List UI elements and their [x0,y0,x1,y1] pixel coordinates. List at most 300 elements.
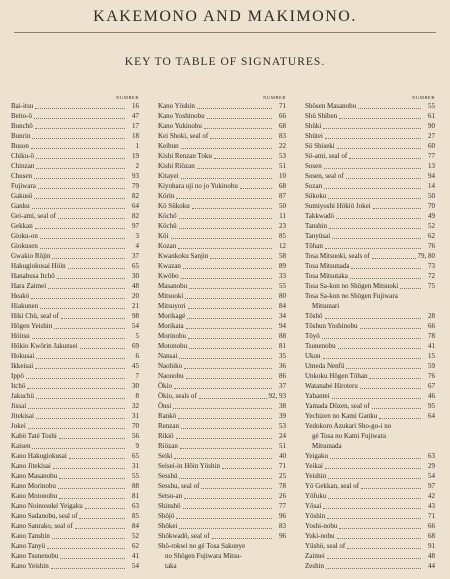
entry-name: Töshö [305,312,323,320]
entry-number: 38 [279,402,286,410]
leader-dots [336,218,421,219]
entry-name: Kano Motonobu [11,492,58,500]
entry-number: 32 [132,402,139,410]
leader-dots [350,278,421,279]
entry-number: 94 [279,322,286,330]
leader-dots [36,418,125,419]
entry-name: Naohiko [158,362,183,370]
index-entry [158,561,286,571]
entry-name: Umeda Nenfü [305,362,345,370]
leader-dots [36,398,125,399]
leader-dots [79,518,125,519]
entry-number: 77 [428,152,435,160]
entry-number: 76 [428,242,435,250]
entry-name: Kiyohara uji no jo Yukinobu [158,182,238,190]
entry-name: Shöjö [158,512,175,520]
entry-name: Yoshi-nobu [305,522,338,530]
index-entry [305,251,435,261]
index-entry [11,531,139,541]
entry-number: 25 [279,472,286,480]
entry-number: 82 [132,192,139,200]
index-entry [158,541,286,551]
leader-dots [346,368,421,369]
leader-dots [373,208,421,209]
entry-name: Yösai [305,502,322,510]
entry-name: Sumiyoshi Hökiö Jokei [305,202,371,210]
entry-number: 79, 80 [417,252,435,260]
index-entry [158,441,286,451]
signature-list [305,101,435,571]
entry-name: Sozan [305,182,323,190]
entry-number: 65 [132,452,139,460]
leader-dots [372,408,421,409]
entry-number: 68 [279,182,286,190]
entry-name: Yedokoro Azukari Sho-go-i no [305,422,392,430]
index-entry [158,211,286,221]
index-entry [11,511,139,521]
entry-number: 54 [132,562,139,570]
entry-name: Bai-itsu [11,102,34,110]
entry-name: Seiki [158,452,173,460]
entry-name: Kano Masanobu [11,472,58,480]
entry-name: Yö Gekkan, seal of [305,482,360,490]
index-entry [305,331,435,341]
entry-name: Kano Hakugiokusai [11,452,67,460]
leader-dots [186,328,272,329]
leader-dots [26,378,125,379]
entry-name: Keibun [158,142,179,150]
leader-dots [361,488,421,489]
number-column-header: NUMBER [116,95,139,100]
index-entry [305,391,435,401]
leader-dots [179,528,272,529]
entry-number: 14 [428,182,435,190]
entry-number: 79 [132,182,139,190]
entry-name: Köchü [158,222,177,230]
index-entry [158,281,286,291]
index-entry [11,361,139,371]
entry-number: 30 [132,382,139,390]
entry-number: 83 [279,132,286,140]
entry-name: Watanabé Hiroteru [305,382,358,390]
index-entry [11,461,139,471]
leader-dots [332,398,421,399]
index-entry [158,431,286,441]
leader-dots [178,418,272,419]
index-entry [158,171,286,181]
leader-dots [173,408,272,409]
index-entry [158,261,286,271]
entry-number: 61 [428,112,435,120]
leader-dots [47,548,125,549]
leader-dots [171,238,273,239]
leader-dots [183,268,272,269]
leader-dots [181,148,272,149]
entry-name: Masanobu [158,282,188,290]
index-entry [158,531,286,541]
leader-dots [52,258,125,259]
entry-number: 90 [428,122,435,130]
index-entry [11,311,139,321]
leader-dots [358,108,421,109]
leader-dots [75,528,125,529]
leader-dots [346,178,421,179]
entry-number: 70 [428,202,435,210]
signature-list [158,101,286,571]
index-entry [11,381,139,391]
leader-dots [179,478,272,479]
leader-dots [181,178,272,179]
leader-dots [179,358,272,359]
entry-number: 12 [279,242,286,250]
leader-dots [60,558,125,559]
leader-dots [325,138,421,139]
entry-name: Kwöbo [158,272,179,280]
leader-dots [328,498,421,499]
entry-name: Yamada Dözen, seal of [305,402,370,410]
leader-dots [184,498,272,499]
entry-number: 39 [279,412,286,420]
index-entry [11,341,139,351]
entry-number: 47 [132,112,139,120]
entry-name: Itchö [11,382,26,390]
entry-name: Shösen Masanobu [305,102,357,110]
entry-name: Kano Sanrako, seal of [11,522,73,530]
entry-name: Shinshö [158,502,181,510]
index-entry [305,231,435,241]
entry-number: 22 [279,142,286,150]
leader-dots [40,308,125,309]
entry-name: Töhan [305,242,323,250]
entry-name: Höitsu [11,332,30,340]
index-entry [158,141,286,151]
section-title: KEY TO TABLE OF SIGNATURES. [124,56,326,68]
entry-name: gé Tosa no Kami Fujiwara [312,432,387,440]
leader-dots [207,118,272,119]
entry-name: Yuki-nobu [305,532,335,540]
index-entry [305,511,435,521]
leader-dots [351,268,421,269]
entry-name: Kano Yeishin [11,562,49,570]
leader-dots [337,148,421,149]
number-column-header: NUMBER [412,95,435,100]
index-entry [158,191,286,201]
entry-number: 82 [132,212,139,220]
entry-number: 84 [132,522,139,530]
leader-dots [178,248,272,249]
entry-number: 56 [132,432,139,440]
entry-name: Shüki [305,122,322,130]
entry-number: 67 [428,382,435,390]
entry-number: 18 [132,132,139,140]
index-entry [305,191,435,201]
index-entry [158,291,286,301]
leader-dots [186,378,272,379]
entry-name: Jakuchü [11,392,34,400]
index-entry [11,451,139,461]
entry-name: Hakugiokusai Höin [11,262,66,270]
entry-name: Hiakunen [11,302,39,310]
leader-dots [176,438,272,439]
leader-dots [36,158,125,159]
index-entry [11,521,139,531]
entry-number: 78 [428,332,435,340]
index-entry [158,271,286,281]
entry-number: 59 [428,362,435,370]
entry-number: 93 [132,172,139,180]
leader-dots [185,298,272,299]
leader-dots [192,208,272,209]
leader-dots [212,538,272,539]
leader-dots [210,258,272,259]
entry-name: Rankö [158,412,177,420]
index-entry [305,181,435,191]
index-entry [305,151,435,161]
leader-dots [189,288,272,289]
leader-dots [34,178,125,179]
leader-dots [59,498,125,499]
index-entry [305,341,435,351]
entry-number: 13 [428,162,435,170]
index-entry [158,371,286,381]
entry-number: 60 [428,142,435,150]
index-entry [158,461,286,471]
entry-number: 10 [279,172,286,180]
leader-dots [27,388,125,389]
leader-dots [322,338,421,339]
entry-name: Zaimei [305,552,325,560]
entry-number: 77 [279,502,286,510]
leader-dots [323,358,421,359]
index-entry [305,141,435,151]
entry-number: 19 [132,152,139,160]
leader-dots [187,318,272,319]
leader-dots [189,348,272,349]
index-entry [158,551,286,561]
index-entry [305,421,435,431]
entry-name: Kö Sükoku [158,202,190,210]
entry-number: 72 [428,272,435,280]
index-entry [11,241,139,251]
entry-number: 97 [132,222,139,230]
leader-dots [35,108,125,109]
index-entry [11,561,139,571]
index-entry [305,361,435,371]
entry-name: Shö-rokwi no gé Tosa Sakonye [158,542,246,550]
index-entry [305,121,435,131]
entry-name: Kano Sadanobu, seal of [11,512,78,520]
entry-name: Shökei [158,522,178,530]
entry-name: Kwazan [158,262,181,270]
entry-number: 53 [279,422,286,430]
leader-dots [53,468,125,469]
entry-number: 98 [132,312,139,320]
leader-dots [31,298,125,299]
entry-number: 21 [132,302,139,310]
entry-name: Ukon [305,352,321,360]
leader-dots [38,188,125,189]
entry-number: 7 [135,372,139,380]
entry-number: 86 [279,372,286,380]
index-entry [158,401,286,411]
entry-number: 55 [132,472,139,480]
leader-dots [32,138,125,139]
entry-number: 41 [428,342,435,350]
entry-number: 71 [428,512,435,520]
index-entry [305,351,435,361]
index-entry [158,511,286,521]
leader-dots [35,228,125,229]
index-entry [305,441,435,451]
entry-name: Kano Morinobu [11,482,56,490]
index-entry [305,481,435,491]
entry-number: 52 [132,532,139,540]
entry-number: 23 [279,222,286,230]
entry-name: Yöfuku [305,492,327,500]
entry-name: Rikiö [158,432,174,440]
entry-number: 31 [132,412,139,420]
index-entry [305,201,435,211]
index-entry [158,341,286,351]
entry-name: Shütei [305,132,323,140]
entry-name: Kei Shoki, seal of [158,132,209,140]
entry-number: 63 [428,452,435,460]
index-entry [305,371,435,381]
leader-dots [349,158,421,159]
entry-name: Kabö Taté Toshi [11,432,57,440]
entry-name: Ökio [158,382,172,390]
entry-name: Mitsuoki [158,292,184,300]
index-entry [305,131,435,141]
leader-dots [51,568,125,569]
leader-dots [400,288,421,289]
entry-name: Jissai [11,402,27,410]
index-entry [305,161,435,171]
leader-dots [36,168,125,169]
entry-name: Kitayei [158,172,179,180]
index-entry [305,461,435,471]
leader-dots [325,248,421,249]
entry-number: 37 [132,252,139,260]
entry-name: Tanshin [305,222,328,230]
entry-name: Kwankoku Sanjin [158,252,209,260]
index-entry [305,381,435,391]
leader-dots [181,278,272,279]
leader-dots [28,428,125,429]
entry-number: 71 [279,462,286,470]
entry-number: 64 [428,412,435,420]
index-entry [305,171,435,181]
leader-dots [360,388,421,389]
entry-number: 41 [132,552,139,560]
entry-name: Ikkeisai [11,362,34,370]
index-entry [305,491,435,501]
entry-number: 92, 93 [268,392,286,400]
entry-name: Unkoku Högen Töhan [305,372,368,380]
entry-number: 95 [428,402,435,410]
entry-name: Zeshin [305,562,325,570]
leader-dots [326,568,421,569]
index-entry [11,221,139,231]
entry-name: Setsu-an [158,492,183,500]
leader-dots [327,558,421,559]
index-entry [158,361,286,371]
entry-number: 97 [428,482,435,490]
entry-number: 48 [132,282,139,290]
entry-name: Hokusai [11,352,35,360]
index-entry [305,301,435,311]
leader-dots [28,408,125,409]
entry-number: 75 [428,282,435,290]
index-entry [11,501,139,511]
index-entry [158,181,286,191]
entry-number: 2 [135,162,139,170]
index-entry [158,491,286,501]
leader-dots [323,508,421,509]
index-entry [11,441,139,451]
header-rule [14,32,436,33]
entry-number: 44 [428,562,435,570]
leader-dots [188,308,272,309]
index-entry [158,241,286,251]
index-entry [158,301,286,311]
index-entry [11,301,139,311]
entry-number: 11 [279,212,286,220]
entry-number: 66 [279,112,286,120]
leader-dots [32,208,125,209]
index-entry [11,471,139,481]
entry-name: Kishi Renzan Toku [158,152,212,160]
entry-number: 81 [132,492,139,500]
entry-number: 50 [428,192,435,200]
leader-dots [372,258,416,259]
entry-name: Tanyüsai [305,232,331,240]
index-entry [11,491,139,501]
entry-name: Mitsunada [312,442,342,450]
leader-dots [379,418,421,419]
entry-number: 76 [428,372,435,380]
entry-number: 3 [135,232,139,240]
entry-name: Heakö [11,292,30,300]
entry-name: taka [165,562,177,570]
entry-name: Yabantei [305,392,330,400]
entry-name: Hökio Kwörin Jakunsei [11,342,78,350]
leader-dots [34,118,125,119]
leader-dots [214,158,272,159]
leader-dots [180,448,272,449]
entry-number: 35 [279,352,286,360]
leader-dots [339,528,421,529]
leader-dots [54,328,125,329]
entry-name: Kano Jitekisai [11,462,51,470]
leader-dots [40,238,125,239]
entry-number: 30 [132,272,139,280]
index-entry [11,201,139,211]
entry-number: 66 [428,522,435,530]
entry-number: 6 [135,352,139,360]
entry-number: 71 [279,102,286,110]
entry-name: Köi [158,232,169,240]
leader-dots [58,488,125,489]
entry-name: Köchö [158,212,177,220]
leader-dots [325,468,421,469]
entry-number: 70 [132,422,139,430]
index-column-1 [11,95,139,571]
leader-dots [222,468,272,469]
entry-number: 68 [428,532,435,540]
leader-dots [34,198,125,199]
index-entry [158,151,286,161]
